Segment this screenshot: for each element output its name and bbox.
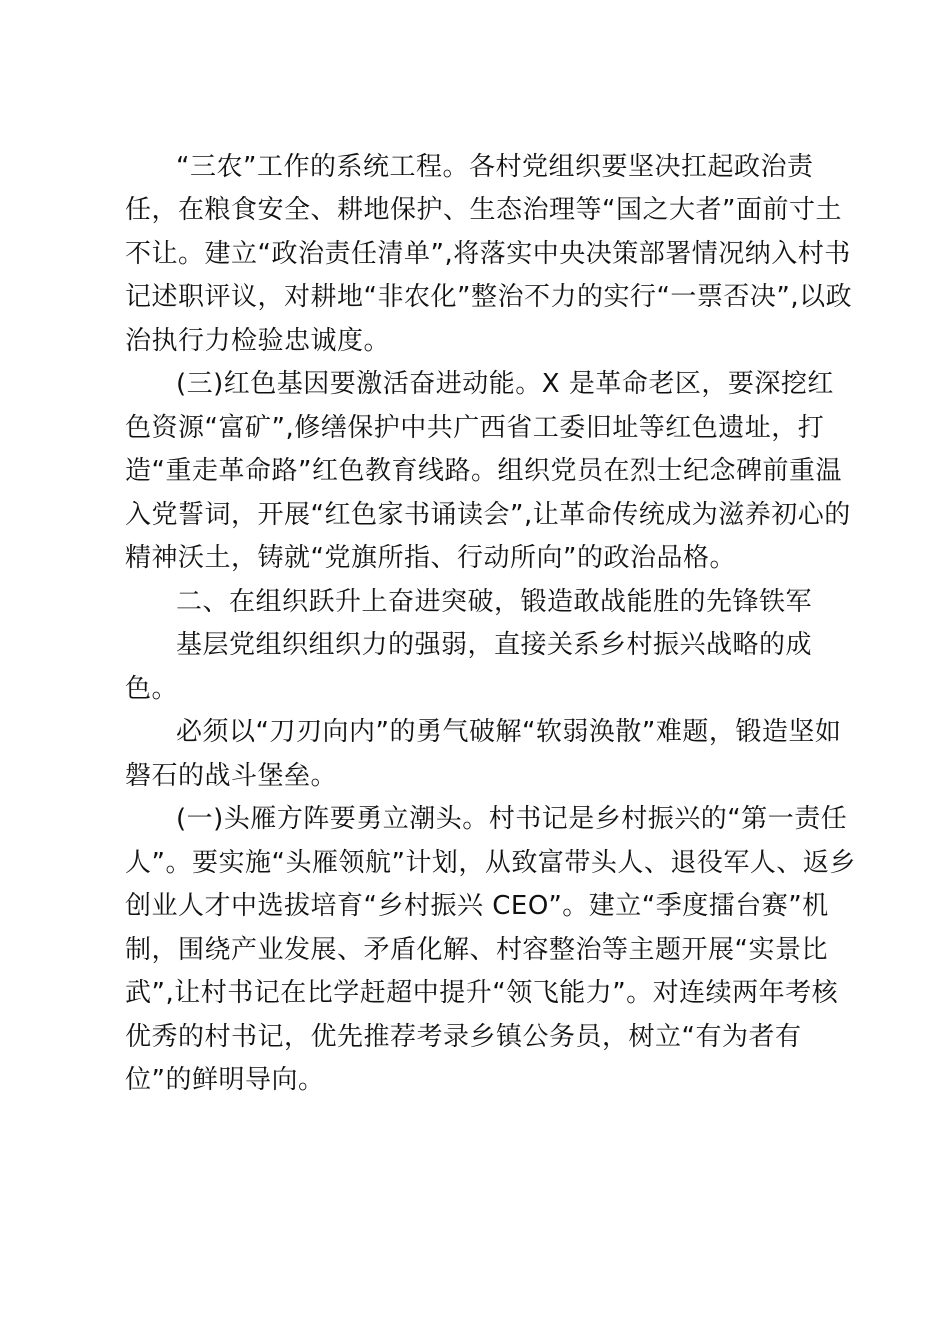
text-line: “三农”工作的系统工程。各村党组织要坚决扛起政治责 (176, 152, 814, 182)
text-line: 磐石的战斗堡垒。 (125, 761, 338, 791)
text-line: (一)头雁方阵要勇立潮头。村书记是乡村振兴的“第一责任 (176, 804, 848, 834)
text-line: 精神沃土，铸就“党旗所指、行动所向”的政治品格。 (125, 543, 736, 573)
text-line: 人”。要实施“头雁领航”计划，从致富带头人、退役军人、返乡 (125, 848, 856, 878)
text-line: 色资源“富矿”,修缮保护中共广西省工委旧址等红色遗址，打 (125, 413, 825, 443)
section-heading: 二、在组织跃升上奋进突破，锻造敢战能胜的先锋铁军 (176, 587, 813, 617)
text-line: 任，在粮食安全、耕地保护、生态治理等“国之大者”面前寸土 (125, 195, 842, 225)
text-line: 入党誓词，开展“红色家书诵读会”,让革命传统成为滋养初心的 (125, 500, 851, 530)
text-line: 基层党组织组织力的强弱，直接关系乡村振兴战略的成 (176, 630, 813, 660)
text-line: 创业人才中选拔培育“乡村振兴 CEO”。建立“季度擂台赛”机 (125, 891, 829, 921)
text-line: 必须以“刀刃向内”的勇气破解“软弱涣散”难题，锻造坚如 (176, 717, 842, 747)
text-line: 不让。建立“政治责任清单”,将落实中央决策部署情况纳入村书 (125, 239, 851, 269)
text-line: 武”,让村书记在比学赶超中提升“领飞能力”。对连续两年考核 (125, 978, 839, 1008)
text-line: 造“重走革命路”红色教育线路。组织党员在烈士纪念碑前重温 (125, 456, 842, 486)
text-line: 记述职评议，对耕地“非农化”整治不力的实行“一票否决”,以政 (125, 282, 853, 312)
text-line: 色。 (125, 674, 179, 704)
text-line: (三)红色基因要激活奋进动能。X 是革命老区，要深挖红 (176, 369, 834, 399)
text-line: 优秀的村书记，优先推荐考录乡镇公务员，树立“有为者有 (125, 1022, 802, 1052)
text-line: 位”的鲜明导向。 (125, 1065, 325, 1095)
text-line: 治执行力检验忠诚度。 (125, 326, 391, 356)
text-line: 制，围绕产业发展、矛盾化解、村容整治等主题开展“实景比 (125, 935, 828, 965)
